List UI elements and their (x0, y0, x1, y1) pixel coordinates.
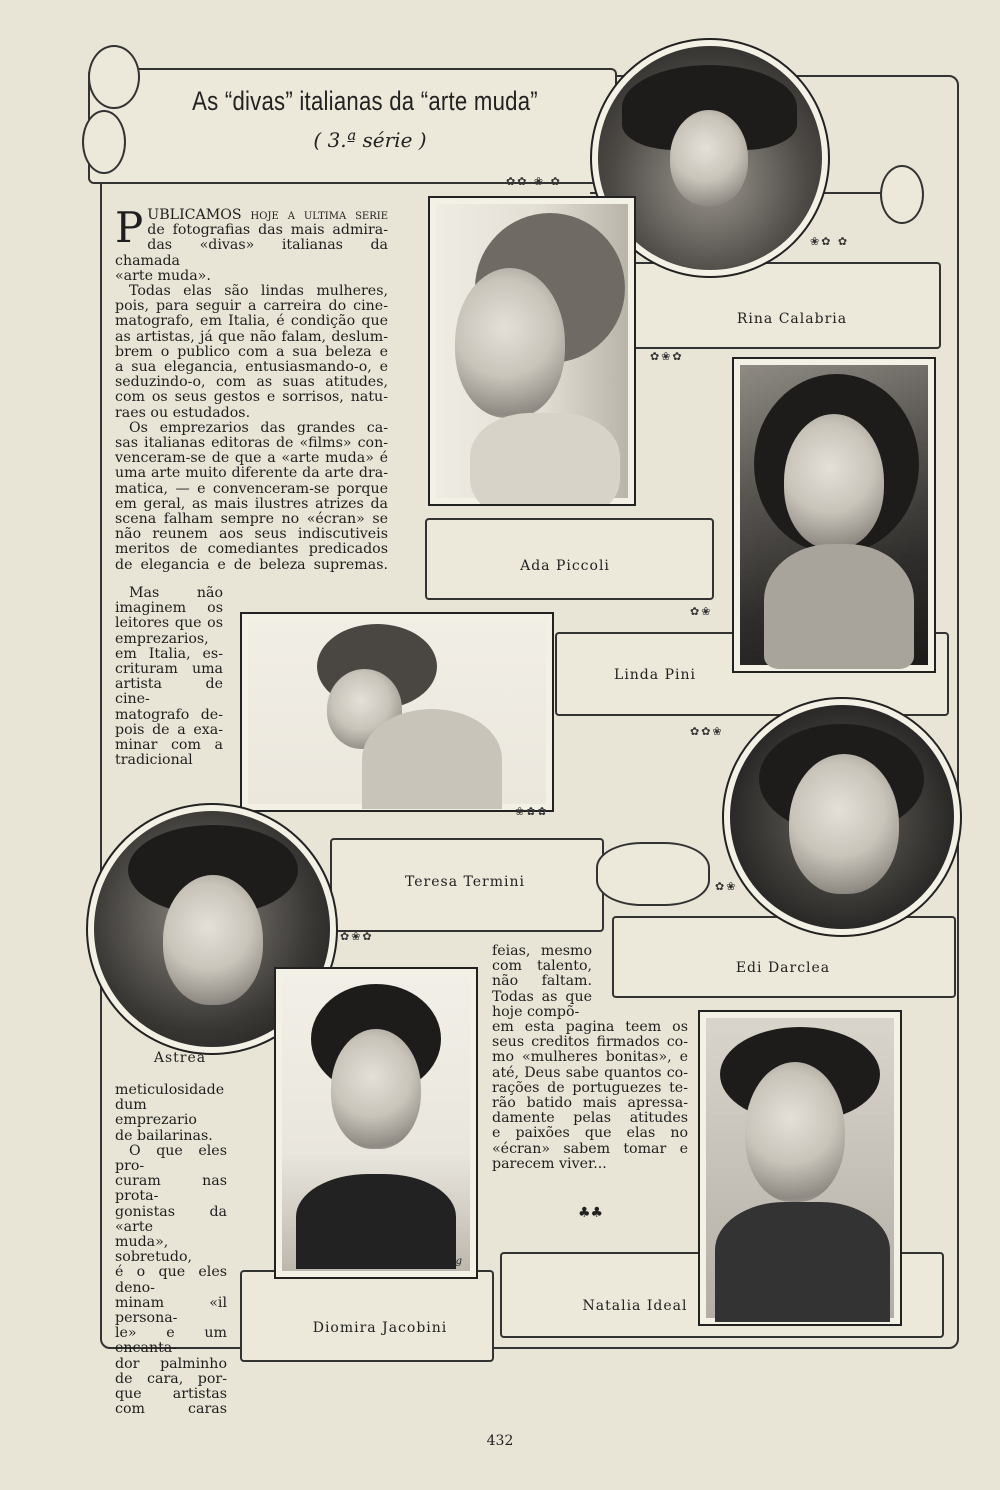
text-line: brem o publico com a sua beleza e (115, 343, 388, 360)
text-line: as artistas, já que não falam, deslum- (115, 328, 388, 345)
text-line: dum emprezario (115, 1097, 197, 1129)
caption-teresa-termini: Teresa Termini (405, 874, 525, 890)
article-body-narrow (115, 586, 223, 768)
text-line: a sua elegancia, entusiasmando-o, e (115, 359, 388, 376)
text-line: feias, mesmo (492, 943, 592, 959)
text-line: «arte muda». (115, 267, 211, 284)
title-ribbon-curl-left (88, 45, 140, 109)
photo-edi-darclea (722, 697, 962, 937)
text-line: raes ou estudados. (115, 404, 251, 421)
article-title: As “divas” italianas da “arte muda” (192, 86, 538, 116)
photo-diomira-jacobini (274, 967, 478, 1279)
text-line: minam «il persona- (115, 1294, 227, 1327)
caption-astrea: Astrea (153, 1050, 207, 1066)
text-line: emprezarios, (115, 630, 209, 647)
caption-ada-piccoli: Ada Piccoli (520, 558, 610, 574)
text-line: seus creditos firmados co- (492, 1034, 688, 1051)
photo-rina-lower-portrait (732, 357, 936, 673)
text-line: não reunem aos seus indiscutiveis (115, 526, 388, 543)
text-line: matografo de- (115, 706, 223, 723)
flower-ornament: ✿❀ (690, 605, 713, 618)
text-line: com caras (115, 1401, 227, 1418)
flower-ornament: ✿✿ ❀ ✿ (506, 175, 562, 188)
text-line: com talento, (492, 958, 592, 975)
caption-ribbon-diomira (240, 1270, 494, 1362)
text-line: damente pelas atitudes (492, 1110, 688, 1127)
photo-ada-piccoli (428, 196, 636, 506)
text-line: que artistas (115, 1386, 227, 1403)
end-ornament-icon: ♣♣ (578, 1205, 604, 1221)
text-line: matica, — e convenceram-se porque (115, 480, 388, 497)
text-line: seduzindo-o, com as suas atitudes, (115, 374, 388, 391)
page-number: 432 (486, 1433, 514, 1449)
article-body-continued (115, 1083, 227, 1417)
photographer-signature: Scotting (419, 1256, 462, 1267)
article-body-ending-narrow (492, 944, 592, 1020)
caption-edi-darclea: Edi Darclea (735, 960, 831, 976)
text-line: hoje compõ- (492, 1003, 580, 1020)
flower-ornament: ✿❀✿ (340, 930, 374, 943)
text-line: em Italia, es- (115, 645, 223, 662)
text-line: le» e um encanta- (115, 1325, 227, 1357)
text-line: pois de a exa- (115, 721, 223, 738)
text-line: rações de portuguezes te- (492, 1079, 688, 1096)
text-line: venceram-se de que a «arte muda» é (115, 450, 388, 467)
text-line: de elegancia e de beleza supremas. (115, 556, 388, 573)
text-line: matografo, em Italia, é condição que (115, 313, 388, 330)
text-line: crituram uma (115, 661, 223, 678)
text-line: pois, para seguir a carreira do cine- (115, 298, 388, 315)
text-line: parecem viver... (492, 1155, 607, 1172)
text-line: com os seus gestos e sorrisos, natu- (115, 389, 388, 406)
text-line: em geral, as mais ilustres atrizes da (115, 495, 388, 512)
photo-natalia-ideal (698, 1010, 902, 1326)
text-line: não faltam. (492, 973, 592, 990)
text-line: tradicional (115, 752, 193, 769)
text-line: muda», sobretudo, (115, 1234, 193, 1266)
text-line: dor palminho (115, 1355, 227, 1372)
caption-rina-calabria: Rina Calabria (736, 311, 848, 327)
text-line: sas italianas editoras de «films» con- (115, 435, 388, 452)
text-line: scena falham sempre no «écran» se (115, 511, 388, 528)
text-line: até, Deus sabe quantos co- (492, 1064, 688, 1081)
title-ribbon-curl-lower-left (82, 110, 126, 174)
text-line: «écran» sabem tomar e (492, 1140, 688, 1157)
caption-natalia-ideal: Natalia Ideal (582, 1298, 688, 1314)
text-line: mo «mulheres bonitas», e (492, 1049, 688, 1066)
flower-ornament: ✿❀✿ (650, 350, 684, 363)
text-line: O que eles pro- (115, 1142, 227, 1175)
text-line: de cara, por- (115, 1370, 227, 1387)
flower-ornament: ✿❀ (715, 880, 738, 893)
text-line: Todas as que (492, 988, 592, 1005)
text-line: meritos de comediantes predicados (115, 541, 388, 558)
article-body-intro (115, 203, 388, 573)
text-line: rão batido mais apressa- (492, 1095, 688, 1112)
text-line: Mas não (129, 585, 223, 601)
article-subtitle: ( 3.ª série ) (313, 128, 427, 152)
text-line: Todas elas são lindas mulheres, (129, 283, 388, 300)
text-line: de fotografias das mais admira- (147, 222, 388, 239)
text-line: gonistas da «arte (115, 1203, 227, 1235)
text-line: Os emprezarios das grandes ca- (129, 419, 388, 436)
flower-ornament: ✿✿❀ (690, 725, 724, 738)
text-line: leitores que os (115, 615, 223, 632)
text-line: imaginem os (115, 600, 223, 617)
article-body-ending (492, 1020, 688, 1172)
text-line: é o que eles deno- (115, 1264, 227, 1296)
text-line: em esta pagina teem os (492, 1019, 688, 1035)
title-ribbon-curl-right (880, 165, 924, 224)
text-line: meticulosidade (115, 1082, 225, 1098)
photo-linda-pini (240, 612, 554, 812)
caption-diomira-jacobini: Diomira Jacobini (312, 1320, 448, 1336)
text-line: uma arte muito diferente da arte dra- (115, 465, 388, 482)
flower-ornament: ❀✿✿ (515, 805, 549, 818)
drop-cap: P (115, 203, 144, 252)
text-line: minar com a (115, 737, 223, 754)
ribbon-curl-middle (596, 842, 710, 906)
caption-ribbon-rina (632, 262, 941, 349)
text-line: curam nas prota- (115, 1173, 227, 1205)
flower-ornament: ❀✿ ✿ (810, 235, 850, 248)
text-line: e paixões que elas no (492, 1125, 688, 1142)
caption-ribbon-edi (612, 916, 956, 998)
text-line: artista de cine- (115, 676, 223, 708)
caption-linda-pini: Linda Pini (614, 667, 696, 683)
text-line: UBLICAMOS hoje a ultima serie (147, 207, 388, 223)
text-line: de bailarinas. (115, 1127, 213, 1144)
text-line: das «divas» italianas da chamada (115, 237, 388, 269)
